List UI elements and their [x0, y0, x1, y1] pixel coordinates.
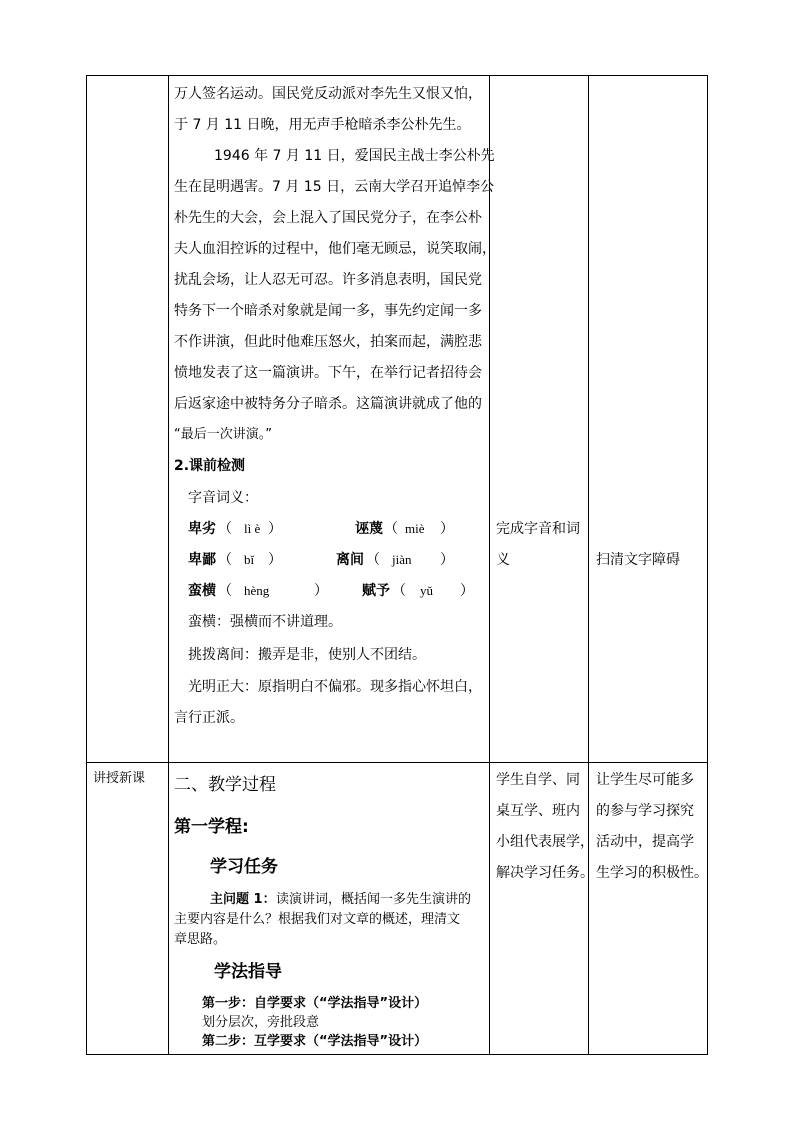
definition-line: 言行正派。 — [174, 710, 244, 726]
vocab-bracket: ） — [314, 583, 328, 599]
student-activity-line: 小组代表展学， — [496, 834, 594, 850]
vocab-bracket: （ — [384, 521, 398, 537]
paragraph-line: 朴先生的大会，会上混入了国民党分子，在李公朴 — [174, 210, 482, 226]
step-1: 第一步：自学要求（“学法指导”设计） — [202, 996, 428, 1011]
vocab-pinyin: hèng — [244, 583, 270, 598]
vocab-word: 诬蔑 — [355, 521, 383, 537]
table-col-divider-1 — [168, 75, 169, 1055]
vocab-word: 赋予 — [362, 583, 390, 599]
question-line: 读演讲词，概括闻一多先生演讲的 — [276, 892, 472, 907]
student-activity-line: 解决学习任务。 — [496, 865, 594, 881]
paragraph-line: 1946 年 7 月 11 日，爱国民主战士李公朴先 — [214, 148, 495, 164]
paragraph-line: 扰乱会场，让人忍无可忍。许多消息表明，国民党 — [174, 272, 482, 288]
question-line: 章思路。 — [174, 932, 227, 947]
design-intent-line: 活动中，提高学 — [596, 834, 694, 850]
paragraph-line: “最后一次讲演。” — [174, 427, 272, 442]
step-1-detail: 划分层次，旁批段意 — [202, 1015, 320, 1030]
vocab-bracket: （ — [392, 583, 406, 599]
student-activity-line: 义 — [496, 552, 510, 568]
vocab-bracket: （ — [366, 552, 380, 568]
vocab-bracket: （ — [218, 583, 232, 599]
paragraph-line: 不作讲演，但此时他难压怒火，拍案而起，满腔悲 — [174, 334, 482, 350]
paragraph-line: 于 7 月 11 日晚，用无声手枪暗杀李公朴先生。 — [174, 117, 471, 133]
design-intent: 扫清文字障碍 — [596, 552, 680, 568]
vocab-word: 卑鄙 — [188, 552, 216, 568]
vocab-pinyin: lì è — [244, 521, 261, 536]
vocab-bracket: ） — [460, 583, 474, 599]
method-title: 学法指导 — [214, 962, 282, 982]
paragraph-line: 生在昆明遇害。7 月 15 日，云南大学召开追悼李公 — [174, 179, 495, 195]
design-intent-line: 生学习的积极性。 — [596, 865, 708, 881]
question-line: 主要内容是什么？根据我们对文章的概述，理清文 — [174, 912, 461, 927]
table-col-divider-3 — [588, 75, 589, 1055]
vocab-pinyin: jiàn — [392, 552, 412, 567]
paragraph-line: 夫人血泪控诉的过程中，他们毫无顾忌，说笑取闹， — [174, 241, 496, 257]
vocab-bracket: ） — [268, 552, 282, 568]
table-border-right — [707, 75, 708, 1055]
table-border-top — [86, 75, 708, 76]
student-activity-line: 完成字音和词 — [496, 521, 580, 537]
vocab-word: 蛮横 — [188, 583, 216, 599]
table-col-divider-2 — [489, 75, 490, 1055]
vocab-bracket: （ — [218, 552, 232, 568]
student-activity-line: 学生自学、同 — [496, 772, 580, 788]
vocab-pinyin: bǐ — [244, 552, 255, 567]
paragraph-line: 特务下一个暗杀对象就是闻一多，事先约定闻一多 — [174, 303, 482, 319]
definition-line: 蛮横：强横而不讲道理。 — [188, 614, 342, 630]
question-label: 主问题 1： — [210, 892, 276, 907]
vocab-pinyin: miè — [405, 521, 425, 536]
vocab-bracket: ） — [440, 521, 454, 537]
table-border-bottom — [86, 1054, 708, 1055]
vocab-bracket: （ — [218, 521, 232, 537]
vocab-word: 离间 — [336, 552, 364, 568]
definition-line: 挑拨离间：搬弄是非，使别人不团结。 — [188, 647, 426, 663]
vocab-bracket: ） — [440, 552, 454, 568]
paragraph-line: 愤地发表了这一篇演讲。下午，在举行记者招待会 — [174, 365, 482, 381]
paragraph-line: 后返家途中被特务分子暗杀。这篇演讲就成了他的 — [174, 396, 482, 412]
design-intent-line: 的参与学习探究 — [596, 803, 694, 819]
design-intent-line: 让学生尽可能多 — [596, 772, 694, 788]
vocab-pinyin: yǔ — [420, 583, 433, 598]
table-border-left — [86, 75, 87, 1055]
table-row-divider — [86, 762, 708, 763]
vocab-title: 字音词义： — [188, 490, 258, 506]
definition-line: 光明正大：原指明白不偏邪。现多指心怀坦白， — [188, 679, 482, 695]
step-2: 第二步：互学要求（“学法指导”设计） — [202, 1034, 428, 1049]
vocab-bracket: ） — [268, 521, 282, 537]
student-activity-line: 桌互学、班内 — [496, 803, 580, 819]
stage-subheading: 第一学程: — [174, 817, 249, 837]
task-title: 学习任务 — [210, 857, 278, 877]
section-heading: 2.课前检测 — [174, 458, 246, 474]
process-heading: 二、教学过程 — [174, 775, 276, 795]
stage-label: 讲授新课 — [93, 771, 146, 786]
vocab-word: 卑劣 — [188, 521, 216, 537]
paragraph-line: 万人签名运动。国民党反动派对李先生又恨又怕， — [174, 86, 482, 102]
